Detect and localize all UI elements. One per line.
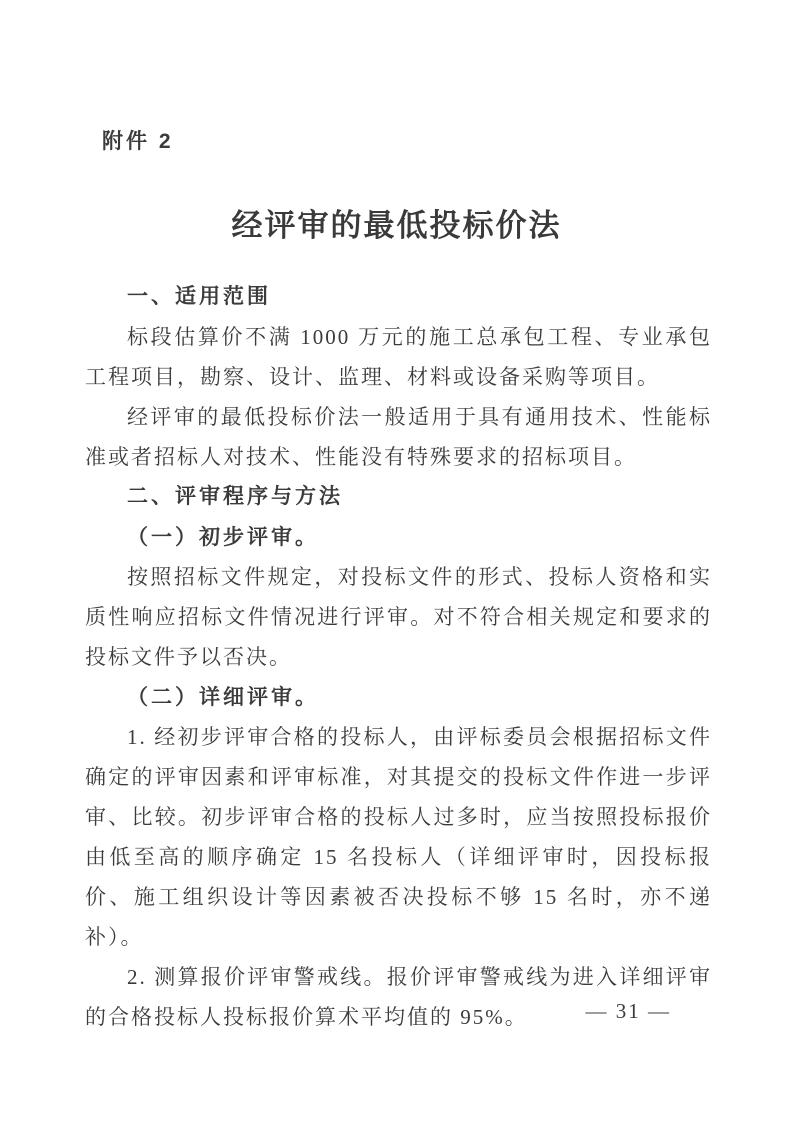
attachment-label: 附件 2	[102, 130, 174, 153]
subsection-2-item-1: 1. 经初步评审合格的投标人，由评标委员会根据招标文件确定的评审因素和评审标准，对其提交的投标文件作进一步评审、比较。初步评审合格的投标人过多时，应当按照投标报价由低至高的顺序确定 15 名投标人（详细评审时，因投标报价、施工组织设计等因素被否决投标不够 15 名时，亦不递补）。	[85, 725, 712, 949]
subsection-2-heading: （二）详细评审。	[127, 685, 319, 709]
section-1-paragraph-1: 标段估算价不满 1000 万元的施工总承包工程、专业承包工程项目，勘察、设计、监理、材料或设备采购等项目。	[85, 325, 712, 389]
page-number: — 31 —	[585, 999, 671, 1023]
document-body	[85, 277, 712, 1037]
subsection-2-item-2: 2. 测算报价评审警戒线。报价评审警戒线为进入详细评审的合格投标人投标报价算术平均值的 95%。	[85, 965, 712, 1029]
section-1-heading: 一、适用范围	[127, 285, 271, 308]
section-1-paragraph-2: 经评审的最低投标价法一般适用于具有通用技术、性能标准或者招标人对技术、性能没有特殊要求的招标项目。	[85, 405, 712, 469]
subsection-1-heading: （一）初步评审。	[127, 525, 319, 549]
document-title: 经评审的最低投标价法	[231, 208, 562, 243]
section-2-heading: 二、评审程序与方法	[127, 485, 343, 508]
subsection-1-paragraph: 按照招标文件规定，对投标文件的形式、投标人资格和实质性响应招标文件情况进行评审。对不符合相关规定和要求的投标文件予以否决。	[85, 565, 712, 669]
